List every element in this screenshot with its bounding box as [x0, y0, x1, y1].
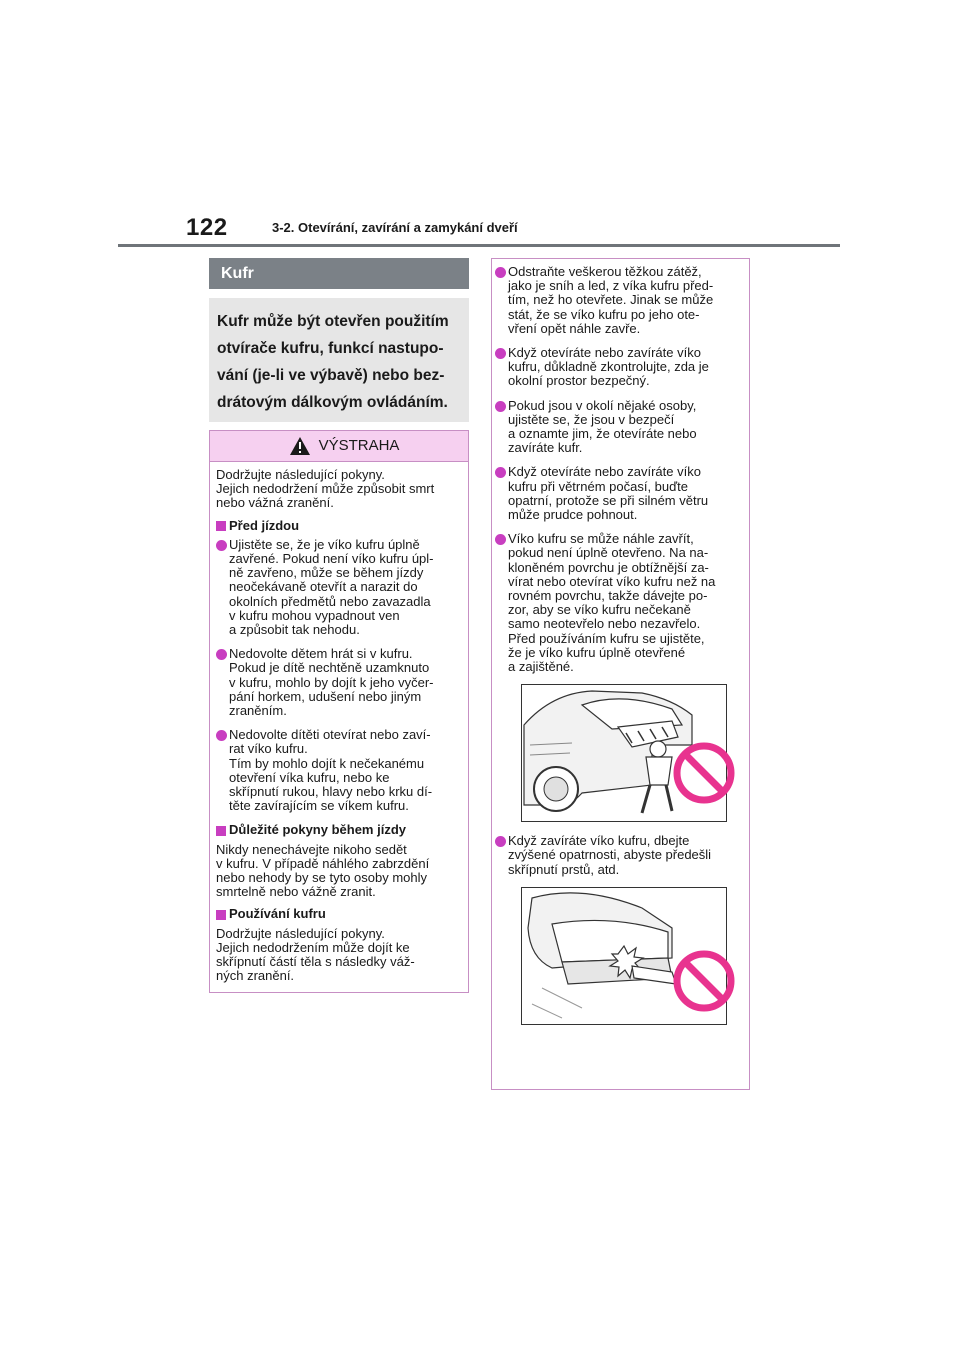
subsection-title: Používání kufru [229, 906, 326, 922]
intro-box [209, 298, 469, 422]
list-item [216, 538, 462, 637]
text-line: Jejich nedodržení může způsobit smrt [216, 481, 435, 497]
section-title: 3-2. Otevírání, zavírání a zamykání dveří [272, 220, 518, 235]
list-item [216, 728, 462, 813]
text-line: vírat nebo otevírat víko kufru než na [508, 573, 716, 589]
subsection-title: Důležité pokyny během jízdy [229, 822, 406, 838]
text-line: Dodržujte následující pokyny. [216, 467, 385, 482]
text-line: neočekávaně otevřít a narazit do [229, 579, 418, 595]
text-line: Když zavíráte víko kufru, dbejte [508, 833, 690, 849]
bullet-dot-icon [216, 540, 227, 551]
square-bullet-icon [216, 910, 226, 920]
page-number: 122 [186, 214, 228, 241]
subsection-heading [216, 519, 462, 533]
list-item [495, 834, 741, 877]
bullet-dot-icon [216, 649, 227, 660]
text-line: Ujistěte se, že je víko kufru úplně [229, 536, 420, 552]
text-line: pokud není úplně otevřeno. Na na- [508, 545, 709, 561]
text-line: Nikdy nenechávejte nikoho sedět [216, 841, 407, 857]
text-line: Nedovolte dětem hrát si v kufru. [229, 646, 413, 662]
subsection-heading [216, 907, 462, 921]
warning-title: VÝSTRAHA [318, 436, 400, 454]
text-line: rat víko kufru. [229, 741, 308, 757]
text-line: v kufru. V případě náhlého zabrzdění [216, 855, 430, 871]
intro-line: vání (je-li ve výbavě) nebo bez- [217, 367, 445, 384]
text-line: a způsobit tak nehodu. [229, 622, 360, 638]
text-line: Když otevíráte nebo zavíráte víko [508, 464, 701, 480]
text-line: kloněném povrchu je obtížnější za- [508, 559, 709, 575]
warning-body [210, 462, 468, 992]
list-item [495, 265, 741, 336]
text-line: nebo nehody by se tyto osoby mohly [216, 870, 428, 886]
text-line: samo neotevřelo nebo nezavřelo. [508, 616, 701, 632]
warning-header [210, 431, 468, 462]
text-line: Pokud je dítě nechtěně uzamknuto [229, 660, 430, 676]
text-line: v kufru, mohlo by dojít k jeho vyčer- [229, 674, 434, 690]
text-line: ně zavřeno, může se během jízdy [229, 565, 424, 581]
intro-line: Kufr může být otevřen použitím [217, 313, 449, 330]
list-item [495, 346, 741, 389]
topic-banner: Kufr [209, 258, 469, 289]
text-line: okolní prostor bezpečný. [508, 373, 650, 389]
list-item [216, 647, 462, 718]
text-line: zvýšené opatrnosti, abyste předešli [508, 847, 712, 863]
prohibition-icon [673, 742, 735, 804]
text-line: jako je sníh a led, z víka kufru před- [508, 278, 714, 294]
text-line: a oznamte jim, že otevíráte nebo [508, 426, 697, 442]
bullet-dot-icon [495, 267, 506, 278]
text-line: vření opět náhle zavře. [508, 320, 641, 336]
text-line: okolních předmětů nebo zavazadla [229, 593, 431, 609]
text-line: stát, že se víko kufru po jeho ote- [508, 306, 700, 322]
text-line: Odstraňte veškerou těžkou zátěž, [508, 264, 702, 279]
text-line: Pokud jsou v okolí nějaké osoby, [508, 397, 697, 413]
list-item [495, 532, 741, 674]
text-line: Před používáním kufru se ujistěte, [508, 630, 705, 646]
warning-box [209, 430, 469, 993]
text-line: Tím by mohlo dojít k nečekanému [229, 755, 425, 771]
text-line: opatrní, protože se při silném větru [508, 492, 709, 508]
intro-line: otvírače kufru, funkcí nastupo- [217, 340, 444, 357]
subsection-heading [216, 823, 462, 837]
text-line: pání horkem, udušení nebo jiným [229, 688, 422, 704]
text-line: zavíráte kufr. [508, 440, 583, 456]
bullet-dot-icon [495, 534, 506, 545]
text-line: Dodržujte následující pokyny. [216, 925, 385, 941]
list-item [495, 399, 741, 456]
paragraph [216, 927, 462, 984]
list-item [495, 465, 741, 522]
text-line: smrtelně nebo vážně zranit. [216, 884, 376, 900]
bullet-dot-icon [495, 836, 506, 847]
text-line: zraněním. [229, 703, 287, 719]
warning-intro [216, 468, 462, 511]
text-line: že je víko kufru úplně otevřené [508, 644, 686, 660]
text-line: rovném povrchu, takže dávejte po- [508, 588, 708, 604]
text-line: a zajištěné. [508, 659, 574, 675]
bullet-dot-icon [495, 348, 506, 359]
text-line: těte zavírajícím se víkem kufru. [229, 798, 409, 814]
text-line: Víko kufru se může náhle zavřít, [508, 531, 694, 547]
text-line: skřípnutí částí těla s následky váž- [216, 954, 415, 970]
text-line: nebo vážná zranění. [216, 495, 334, 511]
prohibition-icon [673, 950, 735, 1012]
square-bullet-icon [216, 826, 226, 836]
text-line: Když otevíráte nebo zavíráte víko [508, 345, 701, 361]
warning-triangle-icon [289, 436, 311, 456]
left-column [209, 258, 469, 993]
text-line: skřípnutí rukou, hlavy nebo krku dí- [229, 784, 433, 800]
text-line: může prudce pohnout. [508, 507, 638, 523]
text-line: kufru, důkladně zkontrolujte, zda je [508, 359, 709, 375]
text-line: ných zranění. [216, 968, 295, 984]
text-line: Jejich nedodržením může dojít ke [216, 939, 410, 955]
square-bullet-icon [216, 521, 226, 531]
text-line: otevření víka kufru, nebo ke [229, 769, 390, 785]
paragraph [216, 843, 462, 900]
text-line: ujistěte se, že jsou v bezpečí [508, 411, 675, 427]
subsection-title: Před jízdou [229, 517, 300, 533]
bullet-dot-icon [216, 730, 227, 741]
text-line: skřípnutí prstů, atd. [508, 861, 620, 877]
header-rule [118, 244, 840, 247]
bullet-dot-icon [495, 401, 506, 412]
bullet-dot-icon [495, 467, 506, 478]
text-line: zor, aby se víko kufru nečekaně [508, 602, 691, 618]
text-line: kufru při větrném počasí, buďte [508, 478, 688, 494]
text-line: Nedovolte dítěti otevírat nebo zaví- [229, 727, 431, 743]
text-line: v kufru mohou vypadnout ven [229, 607, 400, 623]
text-line: tím, než ho otevřete. Jinak se může [508, 292, 714, 308]
intro-line: drátovým dálkovým ovládáním. [217, 394, 448, 411]
text-line: zavřené. Pokud není víko kufru úpl- [229, 551, 434, 567]
